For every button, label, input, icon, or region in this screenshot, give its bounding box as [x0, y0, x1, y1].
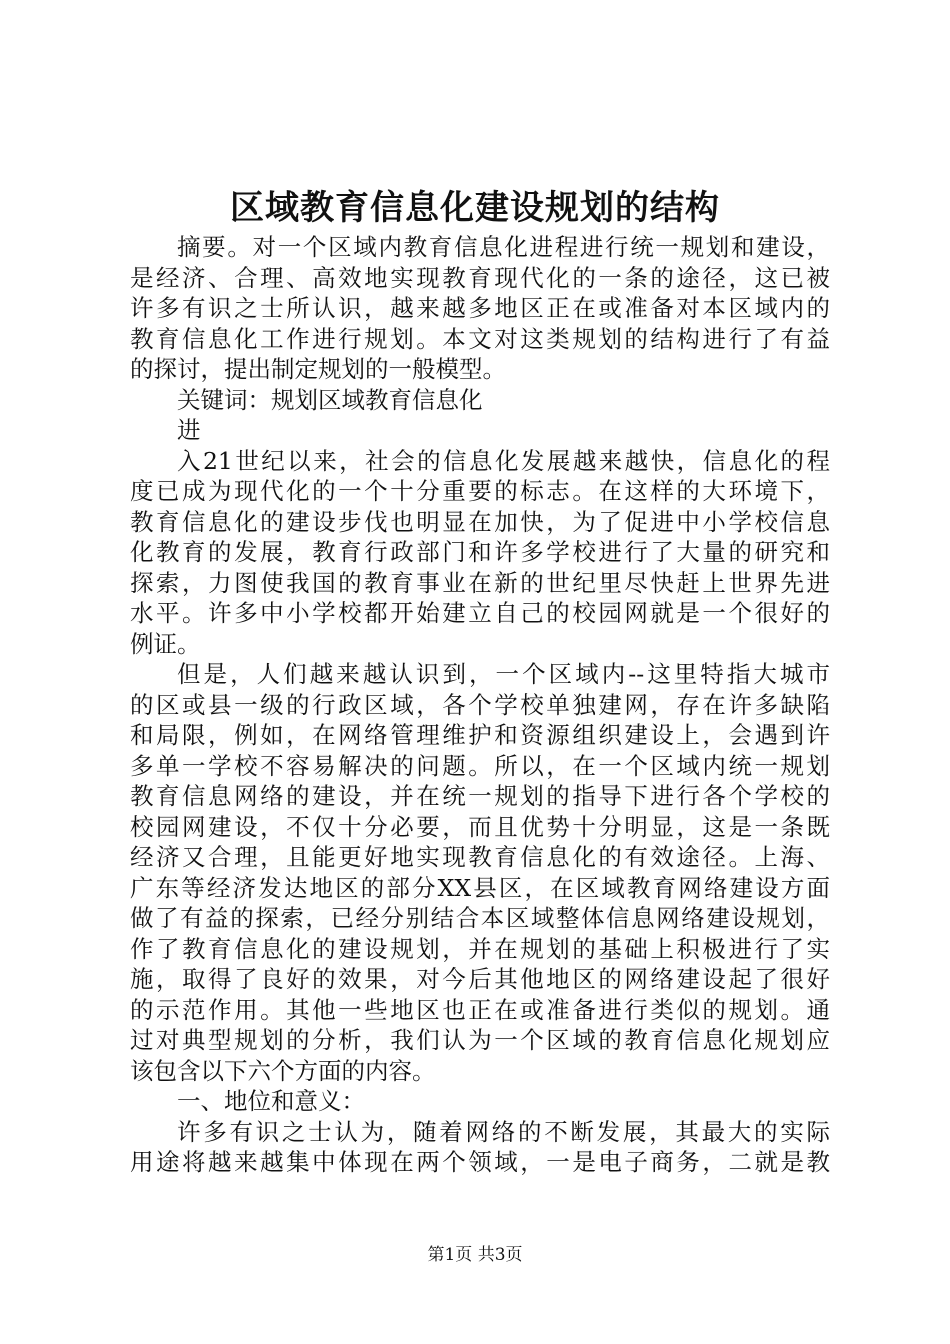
text-line: 摘要。对一个区域内教育信息化进程进行统一规划和建设，	[177, 233, 830, 261]
text-line: 做了有益的探索，已经分别结合本区域整体信息网络建设规划，	[130, 904, 830, 932]
document-body	[130, 232, 830, 1178]
page-footer: 第1页 共3页	[427, 1245, 523, 1265]
text-line: 探索，力图使我国的教育事业在新的世纪里尽快赶上世界先进	[130, 568, 830, 597]
text-line: 是经济、合理、高效地实现教育现代化的一条的途径，这已被	[130, 263, 830, 292]
text-line: 度已成为现代化的一个十分重要的标志。在这样的大环境下，	[130, 477, 830, 505]
text-line: 广东等经济发达地区的部分XX县区，在区域教育网络建设方面	[130, 873, 830, 902]
text-line: 过对典型规划的分析，我们认为一个区域的教育信息化规划应	[130, 1026, 830, 1054]
text-line: 许多有识之士认为，随着网络的不断发展，其最大的实际	[177, 1117, 830, 1146]
text-line: 校园网建设，不仅十分必要，而且优势十分明显，这是一条既	[130, 812, 830, 841]
text-line: 的探讨，提出制定规划的一般模型。	[130, 355, 506, 383]
text-line: 经济又合理，且能更好地实现教育信息化的有效途径。上海、	[130, 843, 830, 871]
text-line: 该包含以下六个方面的内容。	[130, 1056, 436, 1085]
text-line: 化教育的发展，教育行政部门和许多学校进行了大量的研究和	[130, 538, 830, 566]
text-line: 和局限，例如，在网络管理维护和资源组织建设上，会遇到许	[130, 721, 830, 749]
text-line: 许多有识之士所认识，越来越多地区正在或准备对本区域内的	[130, 294, 830, 322]
text-line: 的区或县一级的行政区域，各个学校单独建网，存在许多缺陷	[130, 690, 830, 719]
text-line: 水平。许多中小学校都开始建立自己的校园网就是一个很好的	[130, 599, 830, 627]
text-line: 教育信息网络的建设，并在统一规划的指导下进行各个学校的	[130, 782, 830, 810]
text-line: 一、地位和意义：	[177, 1087, 365, 1115]
text-line: 关键词：规划区域教育信息化	[177, 385, 483, 414]
text-line: 但是，人们越来越认识到，一个区域内--这里特指大城市	[177, 660, 830, 688]
text-line: 作了教育信息化的建设规划，并在规划的基础上积极进行了实	[130, 934, 830, 963]
document-title: 区域教育信息化建设规划的结构	[230, 188, 720, 228]
text-line: 教育信息化的建设步伐也明显在加快，为了促进中小学校信息	[130, 507, 830, 536]
text-line: 例证。	[130, 629, 201, 658]
text-line: 入21世纪以来，社会的信息化发展越来越快，信息化的程	[177, 446, 830, 475]
text-line: 的示范作用。其他一些地区也正在或准备进行类似的规划。通	[130, 995, 830, 1024]
text-line: 进	[177, 416, 201, 444]
text-line: 教育信息化工作进行规划。本文对这类规划的结构进行了有益	[130, 324, 830, 353]
text-line: 多单一学校不容易解决的问题。所以，在一个区域内统一规划	[130, 751, 830, 780]
text-line: 施，取得了良好的效果，对今后其他地区的网络建设起了很好	[130, 965, 830, 993]
text-line: 用途将越来越集中体现在两个领域，一是电子商务，二就是教	[130, 1148, 830, 1176]
